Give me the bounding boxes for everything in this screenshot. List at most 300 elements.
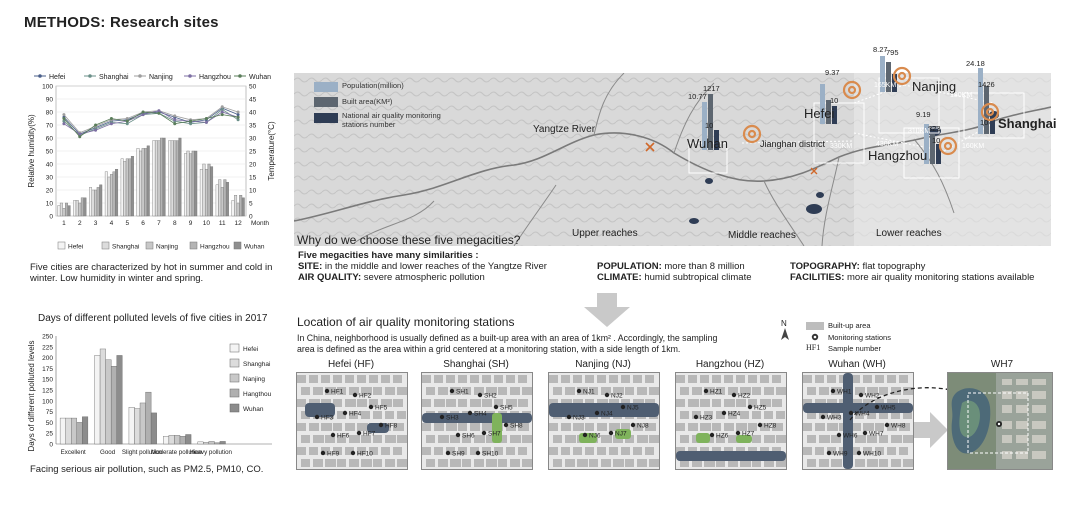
sample-label: NJ5 — [627, 404, 639, 412]
sample-label: SH6 — [462, 432, 475, 440]
legend-swatch — [230, 389, 239, 397]
why-intro: Five megacities have many similarities : — [298, 250, 479, 261]
climate-chart — [22, 70, 284, 270]
legend-label: Hangthou — [243, 391, 272, 398]
legend-stations-swatch — [314, 113, 338, 123]
down-arrow-icon — [584, 293, 630, 327]
built-up-block — [458, 375, 467, 383]
built-up-block — [553, 435, 562, 443]
sample-label: SH10 — [482, 450, 499, 458]
humidity-point — [173, 118, 176, 121]
station-marker — [331, 433, 335, 437]
sample-label: HF5 — [375, 404, 388, 412]
built-up-block — [553, 459, 562, 467]
built-up-block — [385, 411, 394, 419]
temperature-bar — [144, 148, 147, 216]
temperature-bar — [137, 148, 140, 216]
map-title-hangzhou: Hangzhou (HZ) — [695, 359, 765, 370]
station-marker — [379, 423, 383, 427]
temperature-bar — [194, 151, 197, 216]
y-tick-left: 50 — [45, 148, 53, 156]
built-up-block — [518, 399, 528, 407]
built-up-block — [373, 387, 382, 395]
legend-marker — [38, 74, 42, 78]
pollution-bar — [163, 436, 169, 444]
humidity-point — [94, 124, 97, 127]
built-up-block — [446, 399, 456, 407]
built-up-block — [397, 459, 407, 467]
station-marker — [736, 431, 740, 435]
station-marker — [605, 393, 609, 397]
humidity-point — [221, 111, 224, 114]
built-up-block — [397, 435, 407, 443]
river-label: Yangtze River — [533, 124, 596, 135]
distance-label: 160KM — [962, 143, 985, 150]
sample-label: SH7 — [488, 430, 501, 438]
temperature-bar — [123, 161, 126, 216]
hangzhou-area-value: 823 — [928, 124, 941, 133]
built-up-block — [385, 459, 395, 467]
sample-label: HF1 — [331, 388, 344, 396]
sample-label: WH1 — [837, 388, 852, 396]
pollution-bar — [198, 442, 204, 444]
sample-label: SH8 — [510, 422, 523, 430]
station-marker — [456, 433, 460, 437]
built-up-block — [506, 447, 515, 455]
y-tick: 200 — [42, 355, 53, 363]
built-up-block — [649, 387, 659, 395]
why-facilities: FACILITIES: more air quality monitoring stations available — [790, 272, 1035, 283]
built-up-block — [700, 399, 710, 407]
built-up-block — [772, 375, 781, 383]
built-up-block — [645, 375, 654, 383]
built-up-block — [434, 399, 445, 407]
built-up-block — [393, 399, 403, 407]
built-up-block — [637, 435, 648, 443]
legend-sample-key: HF1 — [806, 343, 821, 352]
city-label-nanjing: Nanjing — [912, 79, 957, 94]
y-tick-right: 50 — [249, 83, 257, 91]
pollution-bar — [180, 436, 186, 444]
y-tick-left: 40 — [45, 161, 53, 169]
green-space — [492, 413, 502, 443]
legend-label: Shanghai — [243, 361, 271, 368]
station-marker — [315, 415, 319, 419]
temperature-bar — [237, 203, 240, 216]
built-up-block — [373, 459, 382, 467]
legend-swatch — [230, 374, 239, 382]
y-tick-left: 60 — [45, 135, 53, 143]
legend-label: Wuhan — [249, 74, 272, 81]
x-tick: 7 — [157, 220, 161, 227]
sample-label: HZ5 — [754, 404, 767, 412]
legend-swatch — [230, 404, 239, 412]
nanjing-area-value: 795 — [886, 48, 899, 57]
y-axis-label-right: Temperature(°C) — [267, 121, 276, 181]
built-up-block — [349, 435, 360, 443]
y-tick-right: 30 — [249, 135, 257, 143]
legend-label: Hangzhou — [199, 74, 231, 81]
sample-label: WH6 — [843, 432, 858, 440]
temperature-bar — [84, 198, 87, 216]
built-up-block — [597, 447, 606, 455]
built-up-block — [309, 423, 319, 431]
north-icon: N — [781, 319, 787, 328]
map-hangzhou — [675, 372, 787, 470]
built-up-block — [601, 459, 611, 467]
legend-label: Shanghai — [99, 74, 129, 81]
map-nanjing — [548, 372, 660, 470]
legend-label: Hefei — [243, 346, 259, 353]
pollution-bar — [106, 360, 112, 444]
built-up-block — [297, 375, 306, 383]
built-up-block — [438, 435, 449, 443]
built-up-block — [887, 447, 896, 455]
built-up-block — [369, 375, 378, 383]
built-up-block — [609, 447, 618, 455]
sample-label: HF3 — [321, 414, 334, 422]
temperature-bar — [73, 200, 76, 216]
built-up-block — [807, 387, 816, 395]
temperature-bar — [239, 195, 242, 216]
x-tick: 6 — [141, 220, 145, 227]
sample-label: WH3 — [827, 414, 842, 422]
legend-population-swatch — [314, 82, 338, 92]
built-up-block — [482, 399, 492, 407]
pollution-bar — [151, 413, 157, 444]
humidity-point — [62, 113, 65, 116]
legend-marker — [88, 74, 92, 78]
sample-label: SH4 — [474, 410, 487, 418]
station-marker — [704, 389, 708, 393]
x-tick: Good — [100, 449, 116, 456]
built-up-block — [510, 435, 521, 443]
water-body — [676, 451, 786, 461]
humidity-point — [78, 135, 81, 138]
y-tick: 225 — [42, 344, 53, 352]
station-marker — [343, 411, 347, 415]
built-up-block — [301, 387, 310, 395]
sample-label: HF9 — [327, 450, 340, 458]
built-up-block — [385, 387, 395, 395]
temperature-bar — [242, 198, 245, 216]
built-up-block — [601, 435, 612, 443]
x-tick: 9 — [188, 220, 193, 227]
city-label-hefei: Hefei — [804, 106, 835, 121]
humidity-point — [126, 120, 129, 123]
wuhan-area-value: 1217 — [703, 84, 720, 93]
temperature-bar — [92, 190, 95, 216]
hangzhou-stations-value: 10 — [932, 136, 941, 145]
legend-built-area: Built area(KM²) — [342, 97, 393, 106]
temperature-bar — [203, 164, 206, 216]
sample-label: NJ6 — [589, 432, 601, 440]
built-up-block — [776, 387, 786, 395]
built-up-block — [553, 387, 562, 395]
sample-label: SH1 — [456, 388, 469, 396]
built-up-block — [561, 447, 570, 455]
built-up-block — [589, 459, 598, 467]
sample-label: WH9 — [833, 450, 848, 458]
sample-label: HZ4 — [728, 410, 741, 418]
pollution-bar — [203, 442, 209, 444]
y-tick-left: 30 — [45, 174, 53, 182]
pollution-bar — [169, 435, 175, 444]
y-axis-label-left: Relative humidity(%) — [27, 114, 36, 188]
pollution-bar — [100, 349, 106, 444]
humidity-point — [157, 109, 160, 112]
temperature-bar — [224, 180, 227, 216]
humidity-point — [205, 117, 208, 120]
built-up-block — [867, 459, 878, 467]
built-up-block — [688, 375, 697, 383]
station-marker — [353, 393, 357, 397]
map-title-wh7: WH7 — [990, 359, 1014, 370]
humidity-point — [221, 113, 224, 116]
pollution-bar — [174, 435, 180, 444]
built-up-block — [434, 447, 443, 455]
station-marker — [831, 389, 835, 393]
legend-label: Hefei — [49, 74, 66, 81]
sample-label: HF4 — [349, 410, 362, 418]
station-marker — [827, 451, 831, 455]
sample-label: SH9 — [452, 450, 465, 458]
built-up-block — [357, 375, 366, 383]
built-up-block — [297, 423, 306, 431]
humidity-point — [126, 117, 129, 120]
y-tick-right: 40 — [249, 109, 257, 117]
humidity-point — [173, 114, 176, 117]
temperature-bar — [126, 159, 129, 216]
x-tick: 4 — [109, 220, 114, 227]
built-up-block — [549, 423, 558, 431]
temperature-bar — [155, 141, 158, 216]
temperature-bar — [81, 198, 84, 216]
built-up-block — [827, 375, 836, 383]
built-up-block — [450, 459, 461, 467]
city-label-wuhan: Wuhan — [687, 136, 728, 151]
built-up-block — [422, 399, 431, 407]
temperature-bar — [226, 182, 229, 216]
built-up-block — [891, 459, 901, 467]
built-up-block — [422, 423, 431, 431]
temperature-bar — [94, 190, 97, 216]
built-up-block — [309, 447, 318, 455]
sample-label: SH5 — [500, 404, 513, 412]
station-marker — [609, 431, 613, 435]
built-up-block — [855, 459, 865, 467]
built-up-block — [680, 435, 689, 443]
built-up-block — [498, 387, 507, 395]
why-air-quality: AIR QUALITY: severe atmospheric pollution — [298, 272, 485, 283]
legend-bar-swatch — [58, 242, 65, 249]
temperature-bar — [108, 177, 111, 216]
built-up-block — [573, 447, 582, 455]
temperature-bar — [131, 156, 134, 216]
legend-bar-label: Wuhan — [244, 243, 265, 251]
wuhan-stations-value: 10 — [705, 121, 714, 130]
temperature-bar — [205, 169, 208, 216]
map-title-nanjing: Nanjing (NJ) — [575, 359, 631, 370]
legend-stations: National air quality monitoring stations number — [342, 111, 441, 129]
sample-label: WH10 — [863, 450, 882, 458]
built-up-block — [446, 423, 457, 431]
built-up-block — [426, 387, 435, 395]
humidity-point — [173, 122, 176, 125]
x-tick: 1 — [62, 220, 66, 227]
legend-label: Nanjing — [243, 376, 266, 383]
legend-station: Monitoring stations — [828, 333, 891, 342]
built-up-block — [385, 435, 396, 443]
built-up-block — [301, 435, 310, 443]
built-up-block — [633, 375, 642, 383]
temperature-bar — [99, 185, 102, 216]
x-tick: 8 — [172, 220, 177, 227]
legend-marker — [188, 74, 192, 78]
built-up-block — [815, 423, 825, 431]
legend-label: Wuhan — [243, 406, 264, 413]
built-up-block — [807, 435, 816, 443]
temperature-bar — [110, 174, 113, 216]
built-up-block — [760, 375, 769, 383]
built-up-block — [486, 459, 497, 467]
built-up-block — [321, 375, 330, 383]
pollution-caption: Facing serious air pollution, such as PM2.5, PM10, CO. — [30, 464, 264, 475]
built-up-block — [637, 387, 647, 395]
legend-swatch — [230, 359, 239, 367]
humidity-point — [94, 129, 97, 132]
sample-label: NJ7 — [615, 430, 627, 438]
x-tick: Excellent — [60, 449, 86, 456]
temperature-bar — [168, 141, 171, 216]
legend-bar-swatch — [234, 242, 241, 249]
pollution-bar — [220, 441, 226, 444]
sample-label: HF7 — [363, 430, 376, 438]
built-up-block — [645, 447, 654, 455]
humidity-point — [237, 116, 240, 119]
distance-label: 330KM — [830, 143, 853, 150]
temperature-bar — [163, 138, 166, 216]
why-climate: CLIMATE: humid subtropical climate — [597, 272, 752, 283]
legend-built-up: Built-up area — [828, 321, 871, 330]
built-up-block — [393, 447, 402, 455]
y-tick-right: 10 — [249, 187, 257, 195]
y-tick-left: 90 — [45, 96, 53, 104]
built-up-block — [297, 447, 306, 455]
y-tick-right: 20 — [249, 161, 257, 169]
built-up-block — [333, 375, 342, 383]
temperature-bar — [97, 187, 100, 216]
temperature-bar — [158, 141, 161, 216]
legend-bar-label: Hefei — [68, 243, 84, 251]
shanghai-area-value: 1426 — [978, 80, 995, 89]
sample-label: WH5 — [881, 404, 896, 412]
middle-reaches-label: Middle reaches — [728, 230, 796, 241]
y-tick: 75 — [45, 409, 53, 417]
pollution-chart — [22, 326, 284, 464]
built-up-block — [827, 423, 838, 431]
built-up-block — [462, 459, 471, 467]
station-marker — [482, 431, 486, 435]
built-up-block — [381, 447, 390, 455]
built-up-block — [333, 423, 342, 431]
station-marker — [321, 451, 325, 455]
built-up-block — [899, 447, 908, 455]
legend-bar-swatch — [146, 242, 153, 249]
pollution-bar — [140, 403, 146, 444]
built-up-block — [585, 447, 594, 455]
pollution-bar — [214, 443, 220, 444]
built-up-block — [301, 459, 310, 467]
built-up-block — [752, 387, 761, 395]
temperature-bar — [58, 206, 61, 216]
legend-bar-swatch — [190, 242, 197, 249]
built-up-block — [313, 387, 323, 395]
station-marker — [567, 415, 571, 419]
temperature-bar — [200, 169, 203, 216]
temperature-bar — [189, 154, 192, 216]
y-tick: 150 — [42, 376, 53, 384]
humidity-point — [142, 111, 145, 114]
built-up-block — [309, 375, 318, 383]
built-up-block — [434, 423, 444, 431]
humidity-point — [237, 111, 240, 114]
distance-label: 165KM — [874, 82, 897, 89]
sample-label: HF8 — [385, 422, 398, 430]
built-up-block — [903, 459, 913, 467]
built-up-block — [740, 411, 749, 419]
built-up-block — [458, 423, 467, 431]
lower-reaches-label: Lower reaches — [876, 228, 942, 239]
built-up-block — [724, 375, 733, 383]
built-up-block — [613, 459, 624, 467]
legend-bar-label: Hangzhou — [200, 243, 230, 251]
temperature-bar — [174, 141, 177, 216]
built-up-block — [482, 375, 491, 383]
station-marker — [857, 451, 861, 455]
built-up-block — [470, 423, 480, 431]
built-up-block — [549, 375, 558, 383]
station-marker — [694, 415, 698, 419]
built-up-block — [676, 399, 685, 407]
pollution-bar — [111, 366, 117, 444]
temperature-bar — [218, 180, 221, 216]
built-up-block — [510, 459, 520, 467]
temperature-bar — [63, 208, 66, 216]
built-up-block — [585, 375, 594, 383]
temperature-bar — [60, 203, 63, 216]
y-tick: 250 — [42, 333, 53, 341]
built-up-block — [688, 399, 699, 407]
y-tick-right: 35 — [249, 122, 257, 130]
map-title-shanghai: Shanghai (SH) — [443, 359, 509, 370]
why-topography: TOPOGRAPHY: flat topography — [790, 261, 926, 272]
humidity-point — [189, 122, 192, 125]
sample-label: WH7 — [869, 430, 884, 438]
built-up-block — [422, 447, 431, 455]
why-site: SITE: in the middle and lower reaches of the Yangtze River — [298, 261, 547, 272]
built-up-block — [565, 459, 575, 467]
station-marker — [758, 423, 762, 427]
built-up-block — [700, 375, 709, 383]
built-up-block — [506, 375, 515, 383]
station-marker-icon — [810, 332, 820, 342]
y-tick: 175 — [42, 365, 53, 373]
built-up-block — [597, 375, 606, 383]
built-up-block — [373, 411, 382, 419]
hangzhou-pop-value: 9.19 — [916, 110, 931, 119]
sample-label: HF2 — [359, 392, 372, 400]
